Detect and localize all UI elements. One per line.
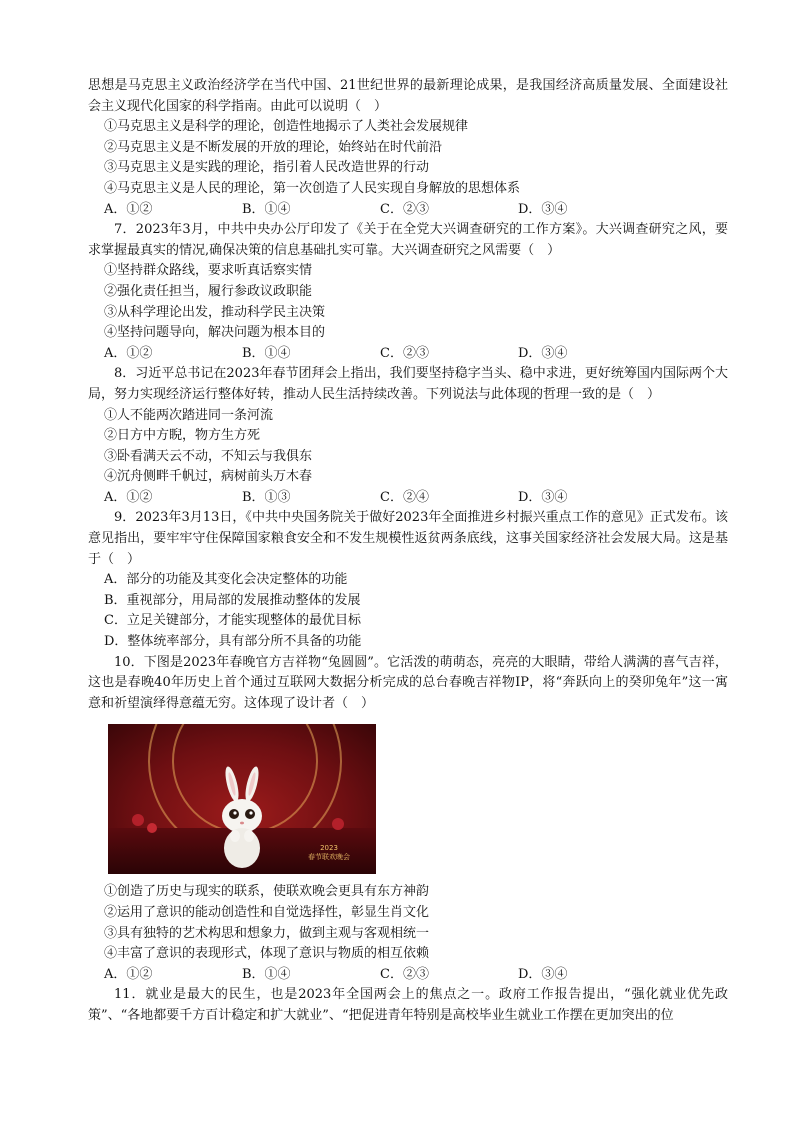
q9-option-a: A．部分的功能及其变化会决定整体的功能: [104, 572, 348, 588]
q6-choices: [88, 200, 728, 221]
q6-choice-a: A．①②: [104, 201, 153, 217]
q8-choice-b: B．①③: [242, 489, 291, 505]
q8-choices: [88, 488, 728, 509]
q10-choice-d: D．③④: [518, 966, 568, 982]
q7-choice-b: B．①④: [242, 345, 291, 361]
gala-logo-year: 2023: [320, 844, 338, 853]
q7-option-2: ②强化责任担当，履行参政议政职能: [104, 283, 313, 299]
q9-option-d: D．整体统率部分，具有部分所不具备的功能: [104, 634, 362, 650]
q8-option-1: ①人不能两次踏进同一条河流: [104, 407, 274, 423]
q6-choice-c: C．②③: [380, 201, 429, 217]
q6-option-3: ③马克思主义是实践的理论，指引着人民改造世界的行动: [104, 160, 430, 176]
q9-stem: 9．2023年3月13日，《中共中央国务院关于做好2023年全面推进乡村振兴重点工作的意见》正式发布。该意见指出，要牢牢守住保障国家粮食安全和不发生规模性返贫两条底线，这事关国家经济社会发展大局。这是基于（ ）: [88, 510, 728, 567]
q7-stem: 7．2023年3月，中共中央办公厅印发了《关于在全党大兴调查研究的工作方案》。大兴调查研究之风，要求掌握最真实的情况,确保决策的信息基础扎实可靠。大兴调查研究之风需要（ ）: [88, 222, 728, 258]
q7-choice-d: D．③④: [518, 345, 568, 361]
q8-choice-d: D．③④: [518, 489, 568, 505]
q10-stem: 10．下图是2023年春晚官方吉祥物“兔圆圆”。它活泼的萌萌态，亮亮的大眼睛，带给人满满的喜气吉祥，这也是春晚40年历史上首个通过互联网大数据分析完成的总台春晚吉祥物IP，将“奔跃向上的癸卯兔年”这一寓意和祈望演绎得意蕴无穷。这体现了设计者（ ）: [88, 654, 728, 711]
gala-logo-name: 春节联欢晚会: [308, 853, 350, 862]
q6-choice-b: B．①④: [242, 201, 291, 217]
q7-choices: [88, 344, 728, 365]
q10-option-2: ②运用了意识的能动创造性和自觉选择性，彰显生肖文化: [104, 905, 430, 920]
q7-choice-a: A．①②: [104, 345, 153, 361]
q8-choice-a: A．①②: [104, 489, 153, 505]
q10-option-3: ③具有独特的艺术构思和想象力，做到主观与客观相统一: [104, 925, 430, 941]
q8-stem: 8．习近平总书记在2023年春节团拜会上指出，我们要坚持稳字当头、稳中求进，更好统筹国内国际两个大局，努力实现经济运行整体好转，推动人民生活持续改善。下列说法与此体现的哲理一致的是（ ）: [88, 366, 728, 402]
q9-option-b: B．重视部分，用局部的发展推动整体的发展: [104, 592, 361, 608]
q8-choice-c: C．②④: [380, 489, 429, 505]
q9-option-c: C．立足关键部分，才能实现整体的最优目标: [104, 613, 361, 629]
q10-choice-b: B．①④: [242, 966, 291, 982]
q6-stem-tail: 思想是马克思主义政治经济学在当代中国、21世纪世界的最新理论成果，是我国经济高质量发展、全面建设社会主义现代化国家的科学指南。由此可以说明（ ）: [88, 78, 728, 114]
q8-option-2: ②日方中方睨，物方生方死: [104, 428, 261, 444]
q6-option-1: ①马克思主义是科学的理论，创造性地揭示了人类社会发展规律: [104, 119, 469, 135]
q10-option-4: ④丰富了意识的表现形式，体现了意识与物质的相互依赖: [104, 946, 430, 962]
q7-choice-c: C．②③: [380, 345, 429, 361]
q10-choices: [88, 965, 728, 986]
q10-choice-c: C．②③: [380, 966, 429, 982]
q11-stem: 11．就业是最大的民生，也是2023年全国两会上的焦点之一。政府工作报告提出，“强化就业优先政策”、“各地都要千方百计稳定和扩大就业”、“把促进青年特别是高校毕业生就业工作摆在更加突出的位: [88, 987, 728, 1023]
q6-option-4: ④马克思主义是人民的理论，第一次创造了人民实现自身解放的思想体系: [104, 180, 521, 196]
gala-logo: [308, 844, 350, 862]
q8-option-3: ③卧看满天云不动，不知云与我俱东: [104, 448, 313, 464]
q8-option-4: ④沉舟侧畔千帆过，病树前头万木春: [104, 469, 313, 485]
q10-choice-a: A．①②: [104, 966, 153, 982]
exam-content: [88, 76, 728, 1027]
q7-option-4: ④坚持问题导向，解决问题为根本目的: [104, 325, 326, 341]
q7-option-3: ③从科学理论出发，推动科学民主决策: [104, 304, 326, 320]
mascot-image: [108, 724, 376, 874]
q6-choice-d: D．③④: [518, 201, 568, 217]
q6-option-2: ②马克思主义是不断发展的开放的理论，始终站在时代前沿: [104, 139, 443, 155]
q10-option-1: ①创造了历史与现实的联系，使联欢晚会更具有东方神韵: [104, 884, 430, 900]
q7-option-1: ①坚持群众路线，要求听真话察实情: [104, 263, 313, 279]
